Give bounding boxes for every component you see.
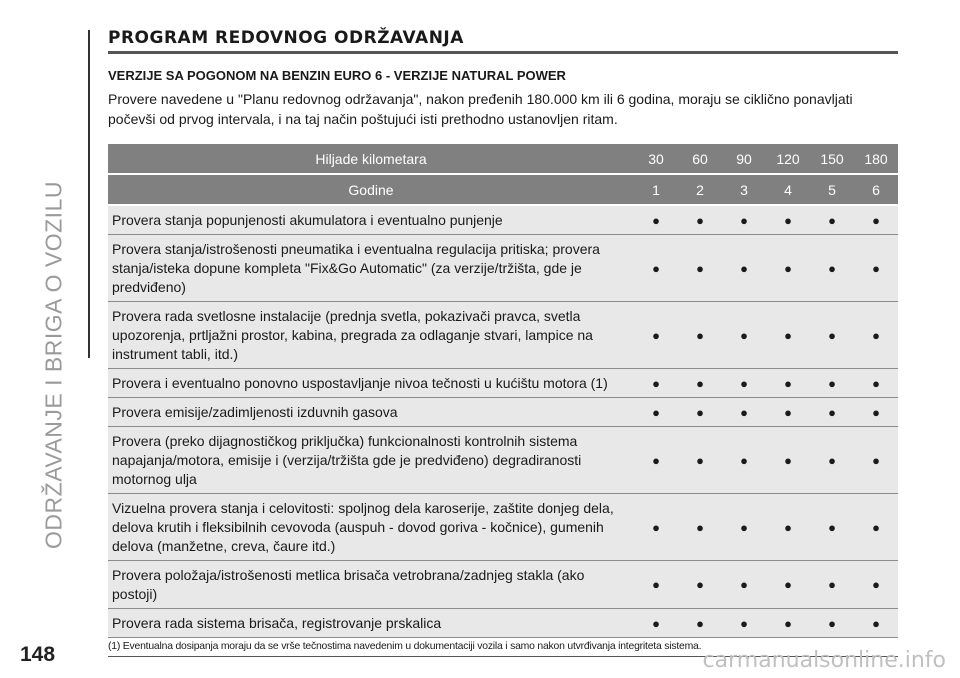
check-mark: ● [810, 235, 854, 302]
check-description: Vizuelna provera stanja i celovitosti: spoljnog dela karoserije, zaštite donjeg dela, delova krutih i fleksibilnih cevovoda (auspuh - dovod goriva - kočnice), gumenih delova (manžetne, creva, čaure itd.) [108, 494, 634, 561]
header-year-cell: 4 [766, 174, 810, 205]
table-row [108, 561, 898, 609]
check-mark: ● [810, 205, 854, 235]
check-mark: ● [722, 398, 766, 427]
check-mark: ● [766, 427, 810, 494]
check-mark: ● [722, 494, 766, 561]
check-mark: ● [854, 302, 898, 369]
check-mark: ● [766, 609, 810, 638]
check-mark: ● [810, 494, 854, 561]
page-content [108, 28, 898, 657]
check-mark: ● [810, 561, 854, 609]
check-mark: ● [678, 205, 722, 235]
header-km-cell: 30 [634, 144, 678, 174]
check-mark: ● [854, 205, 898, 235]
check-mark: ● [634, 494, 678, 561]
check-description: Provera emisije/zadimljenosti izduvnih gasova [108, 398, 634, 427]
check-mark: ● [722, 205, 766, 235]
check-mark: ● [678, 235, 722, 302]
page-number: 148 [20, 643, 56, 666]
check-mark: ● [678, 427, 722, 494]
header-km-cell: 120 [766, 144, 810, 174]
table-row [108, 369, 898, 398]
check-mark: ● [722, 302, 766, 369]
check-mark: ● [634, 235, 678, 302]
header-year-cell: 2 [678, 174, 722, 205]
check-mark: ● [854, 609, 898, 638]
check-description: Provera i eventualno ponovno uspostavljanje nivoa tečnosti u kućištu motora (1) [108, 369, 634, 398]
check-mark: ● [766, 205, 810, 235]
check-mark: ● [634, 561, 678, 609]
check-mark: ● [678, 609, 722, 638]
check-mark: ● [766, 369, 810, 398]
check-mark: ● [678, 561, 722, 609]
check-mark: ● [810, 609, 854, 638]
check-mark: ● [854, 494, 898, 561]
footnote: (1) Eventualna dosipanja moraju da se vrše tečnostima navedenim u dokumentaciji vozila i samo nakon utvrđivanja integriteta sistema. [108, 641, 898, 657]
header-km-cell: 90 [722, 144, 766, 174]
check-mark: ● [678, 494, 722, 561]
table-row [108, 302, 898, 369]
check-mark: ● [766, 302, 810, 369]
check-mark: ● [854, 235, 898, 302]
check-mark: ● [634, 398, 678, 427]
check-mark: ● [634, 205, 678, 235]
intro-paragraph: Provere navedene u "Planu redovnog održavanja", nakon pređenih 180.000 km ili 6 godina, moraju se ciklično ponavljati počevši od prvog intervala, i na taj način poštujući isti prethodno ustanovljen ritam. [108, 91, 853, 127]
check-mark: ● [634, 609, 678, 638]
check-mark: ● [766, 494, 810, 561]
check-mark: ● [854, 561, 898, 609]
header-year-cell: 6 [854, 174, 898, 205]
check-mark: ● [634, 427, 678, 494]
check-mark: ● [634, 302, 678, 369]
header-row-years [108, 174, 898, 205]
header-km-cell: 180 [854, 144, 898, 174]
header-kilometers-label: Hiljade kilometara [108, 144, 634, 174]
maintenance-schedule-table [108, 144, 898, 638]
header-year-cell: 1 [634, 174, 678, 205]
header-year-cell: 3 [722, 174, 766, 205]
check-mark: ● [766, 235, 810, 302]
check-description: Provera stanja/istrošenosti pneumatika i eventualna regulacija pritiska; provera stanja/isteka dopune kompleta "Fix&Go Automatic" (za verzije/tržišta, gde je predviđeno) [108, 235, 634, 302]
table-row [108, 205, 898, 235]
header-year-cell: 5 [810, 174, 854, 205]
table-row [108, 235, 898, 302]
check-mark: ● [722, 561, 766, 609]
table-row [108, 609, 898, 638]
check-mark: ● [810, 302, 854, 369]
header-years-label: Godine [108, 174, 634, 205]
check-mark: ● [722, 427, 766, 494]
check-mark: ● [722, 369, 766, 398]
check-description: Provera rada sistema brisača, registrovanje prskalica [108, 609, 634, 638]
check-description: Provera rada svetlosne instalacije (prednja svetla, pokazivači pravca, svetla upozorenja, prtljažni prostor, kabina, pregrada za odlaganje stvari, lampice na instrument tabli, itd.) [108, 302, 634, 369]
check-mark: ● [810, 427, 854, 494]
schedule-rows [108, 205, 898, 638]
check-mark: ● [810, 398, 854, 427]
table-row [108, 398, 898, 427]
watermark: carmanualsonline.info [702, 648, 946, 673]
table-row [108, 494, 898, 561]
check-mark: ● [722, 235, 766, 302]
check-description: Provera stanja popunjenosti akumulatora i eventualno punjenje [108, 205, 634, 235]
check-mark: ● [854, 398, 898, 427]
check-mark: ● [678, 369, 722, 398]
check-description: Provera položaja/istrošenosti metlica brisača vetrobrana/zadnjeg stakla (ako postoji) [108, 561, 634, 609]
check-mark: ● [854, 369, 898, 398]
header-row-kilometers [108, 144, 898, 174]
check-mark: ● [854, 427, 898, 494]
section-title: PROGRAM REDOVNOG ODRŽAVANJA [108, 28, 898, 54]
check-mark: ● [810, 369, 854, 398]
table-row [108, 427, 898, 494]
header-km-cell: 150 [810, 144, 854, 174]
check-mark: ● [722, 609, 766, 638]
check-mark: ● [678, 398, 722, 427]
chapter-divider-line [88, 30, 90, 358]
check-mark: ● [678, 302, 722, 369]
chapter-vertical-title: ODRŽAVANJE I BRIGA O VOZILU [40, 181, 67, 549]
header-km-cell: 60 [678, 144, 722, 174]
check-description: Provera (preko dijagnostičkog priključka) funkcionalnosti kontrolnih sistema napajanja/motora, emisije i (verzija/tržišta gde je predviđeno) degradiranosti motornog ulja [108, 427, 634, 494]
check-mark: ● [766, 561, 810, 609]
section-subtitle: VERZIJE SA POGONOM NA BENZIN EURO 6 - VERZIJE NATURAL POWER [108, 68, 566, 83]
check-mark: ● [766, 398, 810, 427]
check-mark: ● [634, 369, 678, 398]
